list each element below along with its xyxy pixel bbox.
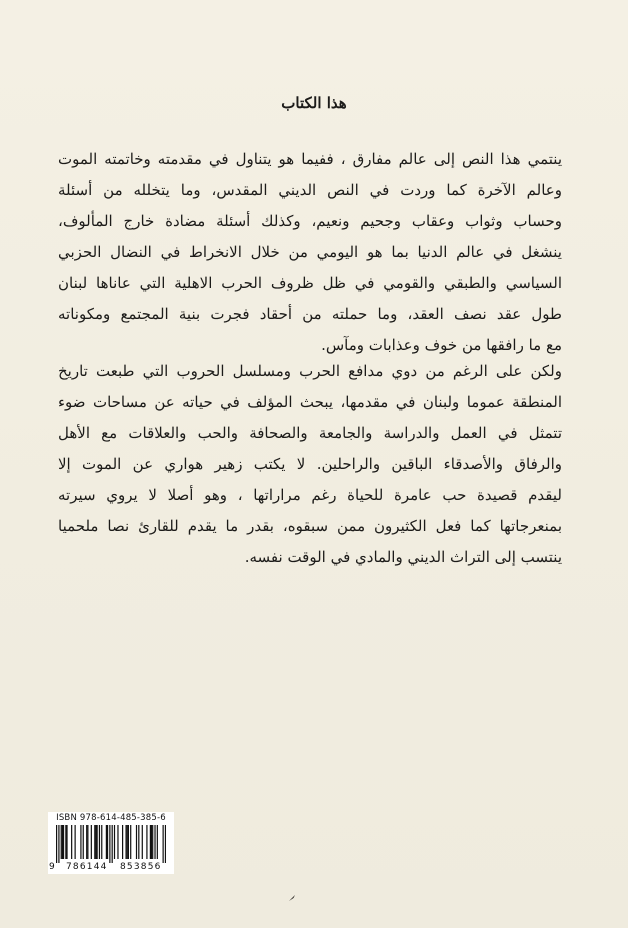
synopsis-paragraph-2 — [58, 356, 562, 573]
barcode-bar — [152, 825, 153, 859]
barcode-digit-first: 9 — [49, 862, 55, 872]
barcode-bar — [58, 825, 59, 863]
quill-mark-icon — [287, 893, 297, 903]
barcode-bar — [83, 825, 84, 859]
barcode-bar — [56, 825, 57, 863]
barcode-bar — [138, 825, 139, 859]
paragraph-line: ينتمي هذا النص إلى عالم مفارق ، ففيما هو يتناول في مقدمته وخاتمته الموت — [58, 150, 562, 168]
barcode-bar — [99, 825, 100, 859]
barcode-bar — [154, 825, 155, 859]
isbn-label: ISBN 978-614-485-385-6 — [56, 813, 166, 823]
paragraph-line: المنطقة عموما ولبنان في مقدمها، يبحث المؤلف في حياته عن مساحات ضوء — [58, 393, 562, 411]
barcode-bar — [63, 825, 64, 859]
barcode-bar — [75, 825, 76, 859]
paragraph-line: ليقدم قصيدة حب عامرة للحياة رغم مراراتها ، وهو أصلا لا يروي سيرته — [58, 486, 562, 504]
barcode-bar — [109, 825, 110, 863]
paragraph-line: بمنعرجاتها كما فعل الكثيرون ممن سبقوه، بقدر ما يقدم للقارئ نصا ملحميا — [58, 517, 562, 535]
barcode-bar — [107, 825, 108, 859]
paragraph-line: وعالم الآخرة كما وردت في النص الديني المقدس، وما يتخلله من أسئلة — [58, 181, 562, 199]
barcode-bar — [94, 825, 95, 859]
barcode-bar — [128, 825, 129, 859]
paragraph-line: ينشغل في عالم الدنيا بما هو اليومي من خلال الانخراط في النضال الحزبي — [58, 243, 562, 261]
barcode-bar — [65, 825, 66, 859]
paragraph-line: تتمثل في العمل والدراسة والجامعة والصحافة والحب والعلاقات مع الأهل — [58, 424, 562, 442]
barcode-bar — [71, 825, 72, 859]
page-title: هذا الكتاب — [281, 94, 347, 112]
barcode-bar — [101, 825, 102, 859]
barcode-bar — [87, 825, 88, 859]
barcode-bar — [142, 825, 143, 859]
barcode-bar — [136, 825, 137, 859]
barcode-bar — [61, 825, 62, 859]
barcode-bar — [122, 825, 123, 859]
barcode-bar — [97, 825, 98, 859]
paragraph-line: والرفاق والأصدقاء الباقين والراحلين. لا يكتب زهير هواري عن الموت إلا — [58, 455, 562, 473]
barcode-bars — [56, 825, 166, 863]
barcode-bar — [95, 825, 96, 859]
barcode-bar — [125, 825, 126, 859]
barcode-bar — [165, 825, 166, 863]
paragraph-line: السياسي والطبقي والقومي في ظل ظروف الحرب الاهلية التي عاناها لبنان — [58, 274, 562, 292]
barcode-bar — [62, 825, 63, 859]
barcode-bar — [106, 825, 107, 859]
barcode-bar — [91, 825, 92, 859]
isbn-barcode — [48, 812, 174, 874]
paragraph-line: ينتسب إلى التراث الديني والمادي في الوقت نفسه. — [244, 548, 562, 566]
barcode-digits-left: 786144 — [66, 862, 108, 872]
paragraph-line: مع ما رافقها من خوف وعذابات ومآس. — [321, 336, 562, 354]
barcode-bar — [117, 825, 118, 859]
barcode-bar — [163, 825, 164, 863]
barcode-digits-right: 853856 — [120, 862, 162, 872]
barcode-bar — [80, 825, 81, 859]
barcode-bar — [86, 825, 87, 859]
barcode-bar — [157, 825, 158, 859]
synopsis-paragraph-1 — [58, 144, 562, 361]
paragraph-line: طول عقد نصف العقد، وما حملته من أحقاد فجرت بنية المجتمع ومكوناته — [58, 305, 562, 323]
paragraph-line: وحساب وثواب وعقاب وجحيم ونعيم، وكذلك أسئلة مضادة خارج المألوف، — [58, 212, 562, 230]
paragraph-line: ولكن على الرغم من دوي مدافع الحرب ومسلسل الحروب التي طبعت تاريخ — [58, 362, 562, 380]
barcode-bar — [146, 825, 147, 859]
barcode-bar — [151, 825, 152, 859]
barcode-bar — [114, 825, 115, 859]
barcode-bar — [150, 825, 151, 859]
barcode-bar — [130, 825, 131, 859]
barcode-bar — [112, 825, 113, 863]
barcode-bar — [66, 825, 67, 859]
barcode-bar — [127, 825, 128, 859]
